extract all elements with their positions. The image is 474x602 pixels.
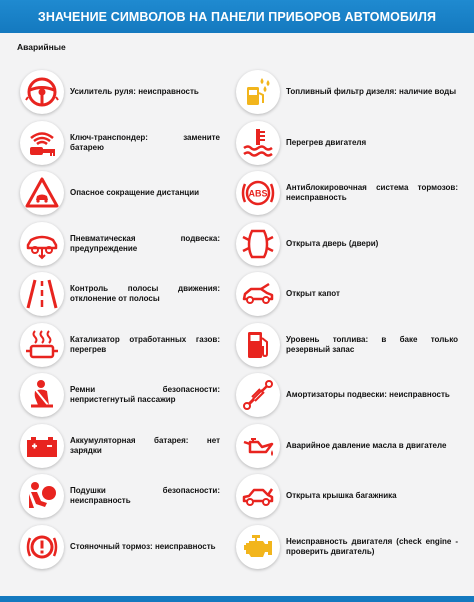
list-item: [236, 269, 458, 320]
icon-badge: [236, 222, 280, 266]
item-label: Катализатор отработанных газов: перегрев: [70, 334, 220, 354]
icon-badge: [20, 474, 64, 518]
footer-bar: [0, 596, 474, 602]
door-open-icon: [241, 227, 275, 261]
item-label: Амортизаторы подвески: неисправность: [286, 390, 450, 400]
icon-badge: [20, 525, 64, 569]
air-suspension-icon: [25, 227, 59, 261]
diesel-filter-icon: [241, 75, 275, 109]
item-label: Открыта крышка багажника: [286, 491, 397, 501]
list-item: [20, 370, 220, 421]
icon-badge: [236, 323, 280, 367]
item-label: Открыт капот: [286, 289, 340, 299]
item-label: Уровень топлива: в баке только резервный запас: [286, 334, 458, 354]
list-item: [236, 522, 458, 573]
icon-badge: [236, 373, 280, 417]
icon-badge: [236, 121, 280, 165]
item-label: Неисправность двигателя (check engine - проверить двигатель): [286, 536, 458, 556]
item-label: Ключ-транспондер: замените батарею: [70, 132, 220, 152]
list-item: [236, 219, 458, 270]
item-label: Открыта дверь (двери): [286, 238, 379, 248]
page-title: ЗНАЧЕНИЕ СИМВОЛОВ НА ПАНЕЛИ ПРИБОРОВ АВТОМОБИЛЯ: [37, 9, 437, 24]
right-column: [236, 67, 458, 572]
icon-badge: [20, 272, 64, 316]
list-item: [236, 67, 458, 118]
abs-icon: [241, 176, 275, 210]
item-label: Антиблокировочная система тормозов: неисправность: [286, 183, 458, 203]
key-transponder-icon: [25, 126, 59, 160]
icon-badge: [20, 171, 64, 215]
icon-badge: [236, 474, 280, 518]
icon-badge: [236, 525, 280, 569]
engine-temperature-icon: [241, 126, 275, 160]
list-item: [236, 320, 458, 371]
steering-wheel-icon: [25, 75, 59, 109]
icon-badge: [20, 121, 64, 165]
list-item: [20, 219, 220, 270]
item-label: Опасное сокращение дистанции: [70, 188, 200, 198]
icon-badge: [236, 171, 280, 215]
item-label: Подушки безопасности: неисправность: [70, 486, 220, 506]
list-item: [20, 168, 220, 219]
item-label: Стояночный тормоз: неисправность: [70, 541, 216, 551]
list-item: [20, 522, 220, 573]
lane-departure-icon: [25, 277, 59, 311]
battery-icon: [25, 429, 59, 463]
icon-badge: [20, 323, 64, 367]
item-label: Аварийное давление масла в двигателе: [286, 440, 447, 450]
icon-badge: [20, 70, 64, 114]
item-label: Топливный фильтр дизеля: наличие воды: [286, 87, 457, 97]
fuel-pump-icon: [241, 328, 275, 362]
parking-brake-icon: [25, 530, 59, 564]
hood-open-icon: [241, 277, 275, 311]
icon-badge: [236, 424, 280, 468]
item-label: Контроль полосы движения: отклонение от полосы: [70, 284, 220, 304]
section-label: Аварийные: [17, 42, 66, 52]
icon-badge: [236, 272, 280, 316]
list-item: [236, 168, 458, 219]
page-header: [0, 0, 474, 33]
list-item: [20, 269, 220, 320]
item-label: Пневматическая подвеска: предупреждение: [70, 233, 220, 253]
icon-badge: [20, 222, 64, 266]
list-item: [236, 471, 458, 522]
left-column: [20, 67, 220, 572]
abs-text: ABS: [248, 188, 268, 199]
seatbelt-icon: [25, 378, 59, 412]
list-item: [20, 118, 220, 169]
item-label: Перегрев двигателя: [286, 137, 367, 147]
airbag-icon: [25, 479, 59, 513]
oil-pressure-icon: [241, 429, 275, 463]
trunk-open-icon: [241, 479, 275, 513]
list-item: [20, 320, 220, 371]
item-label: Аккумуляторная батарея: нет зарядки: [70, 435, 220, 455]
shock-absorber-icon: [241, 378, 275, 412]
icon-badge: [20, 373, 64, 417]
list-item: [236, 421, 458, 472]
icon-badge: [236, 70, 280, 114]
item-label: Ремни безопасности: непристегнутый пассажир: [70, 385, 220, 405]
list-item: [236, 118, 458, 169]
list-item: [20, 67, 220, 118]
check-engine-icon: [241, 530, 275, 564]
list-item: [20, 421, 220, 472]
warning-triangle-car-icon: [25, 176, 59, 210]
catalytic-converter-icon: [25, 328, 59, 362]
item-label: Усилитель руля: неисправность: [70, 87, 199, 97]
list-item: [236, 370, 458, 421]
icon-badge: [20, 424, 64, 468]
list-item: [20, 471, 220, 522]
